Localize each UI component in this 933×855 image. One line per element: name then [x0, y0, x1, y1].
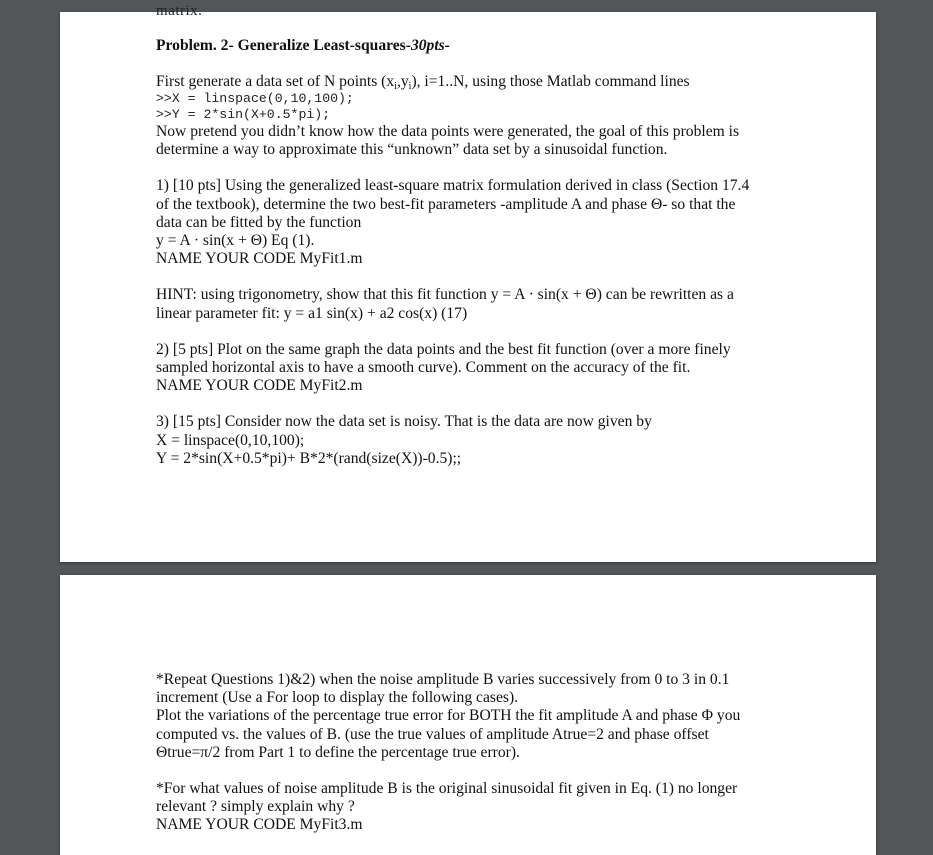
document-page-1 — [60, 3, 876, 562]
intro-text: First generate a data set of N points $(x_i,y_i)$, i=1..N, using those Matlab command lines — [156, 73, 690, 93]
question-1-code-name: NAME YOUR CODE MyFit1.m — [156, 250, 363, 268]
repeat-line-3: Plot the variations of the percentage true error for BOTH the fit amplitude A and phase Φ you — [156, 707, 741, 725]
question-1-line-2: of the textbook), determine the two best-fit parameters -amplitude A and phase Θ- so that the — [156, 195, 736, 213]
repeat-section — [156, 671, 816, 835]
question-2-line-2: sampled horizontal axis to have a smooth curve). Comment on the accuracy of the fit. — [156, 359, 691, 377]
question-1-line-1: 1) [10 pts] Using the generalized least-square matrix formulation derived in class (Section 17.4 — [156, 177, 750, 195]
document-page-2 — [60, 575, 876, 855]
pretend-paragraph-line-1: Now pretend you didn’t know how the data points were generated, the goal of this problem is — [156, 123, 740, 140]
hint-line-2: linear parameter fit: y = a1 sin(x) + a2 cos(x) (17) — [156, 304, 468, 322]
question-3-line-1: 3) [15 pts] Consider now the data set is noisy. That is the data are now given by — [156, 413, 652, 431]
problem-2-section — [156, 37, 816, 468]
noise-question-line-2: relevant ? simply explain why ? — [156, 798, 355, 816]
question-1-equation: y = A · sin(x + Θ) Eq (1). — [156, 232, 315, 250]
cut-off-text: matrix. — [156, 3, 203, 19]
noise-question-line-1: *For what values of noise amplitude B is the original sinusoidal fit given in Eq. (1) no longer — [156, 780, 738, 798]
pretend-paragraph-line-2: determine a way to approximate this “unknown” data set by a sinusoidal function. — [156, 141, 668, 159]
question-3-line-3: Y = 2*sin(X+0.5*pi)+ B*2*(rand(size(X))-0.5);; — [156, 449, 462, 467]
question-3-line-2: X = linspace(0,10,100); — [156, 431, 305, 449]
repeat-line-2: increment (Use a For loop to display the following cases). — [156, 689, 519, 707]
repeat-line-4: computed vs. the values of B. (use the true values of amplitude Atrue=2 and phase offset — [156, 725, 709, 743]
hint-line-1: HINT: using trigonometry, show that this fit function y = A · sin(x + Θ) can be rewritten as a — [156, 286, 734, 304]
repeat-line-5: Θtrue=π/2 from Part 1 to define the percentage true error). — [156, 743, 520, 761]
question-2-code-name: NAME YOUR CODE MyFit2.m — [156, 377, 363, 395]
question-2-line-1: 2) [5 pts] Plot on the same graph the data points and the best fit function (over a more finely — [156, 340, 731, 358]
repeat-line-1: *Repeat Questions 1)&2) when the noise amplitude B varies successively from 0 to 3 in 0.1 — [156, 671, 730, 688]
problem-title: Problem. 2- Generalize Least-squares-30pts- — [156, 37, 450, 54]
question-1-line-3: data can be fitted by the function — [156, 213, 362, 231]
noise-question-code-name: NAME YOUR CODE MyFit3.m — [156, 816, 363, 834]
matlab-code-line-2: >>Y = 2*sin(X+0.5*pi); — [156, 107, 331, 123]
matlab-code-line-1: >>X = linspace(0,10,100); — [156, 91, 354, 107]
